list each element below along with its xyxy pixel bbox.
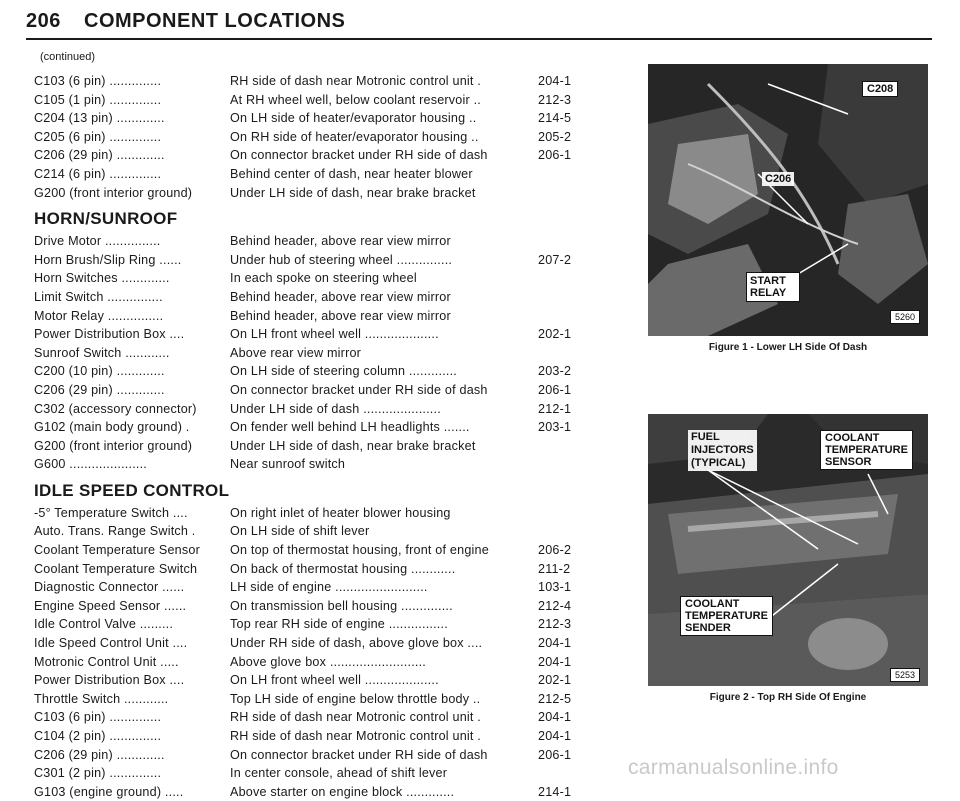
- component-location: In center console, ahead of shift lever: [230, 766, 448, 781]
- component-location: RH side of dash near Motronic control unit .: [230, 74, 481, 88]
- component-location: On top of thermostat housing, front of engine: [230, 543, 489, 558]
- component-ref: 214-1: [538, 784, 572, 799]
- component-ref: 202-1: [538, 327, 572, 342]
- component-name: Idle Control Valve .........: [34, 617, 174, 632]
- component-name: Sunroof Switch ............: [34, 345, 170, 360]
- component-location: On LH side of shift lever: [230, 524, 370, 539]
- component-name: Auto. Trans. Range Switch .: [34, 524, 196, 539]
- component-ref: 204-1: [538, 636, 572, 651]
- coolant-label-2: COOLANT: [685, 598, 740, 610]
- idle-speed-heading: IDLE SPEED CONTROL: [34, 480, 230, 500]
- component-ref: 203-1: [538, 420, 572, 435]
- component-name: C214 (6 pin) ..............: [34, 166, 162, 181]
- component-row: [34, 72, 594, 91]
- component-row: [34, 560, 594, 579]
- component-name: C205 (6 pin) ..............: [34, 129, 162, 144]
- component-location: On fender well behind LH headlights .......: [230, 420, 470, 435]
- component-ref: 212-3: [538, 617, 572, 632]
- component-row: [34, 344, 594, 363]
- component-name: Power Distribution Box ....: [34, 673, 185, 688]
- continued-label: (continued): [40, 51, 96, 63]
- component-location: Under LH side of dash, near brake bracket: [230, 438, 476, 453]
- component-name: C103 (6 pin) ..............: [34, 74, 162, 88]
- component-row: [34, 597, 594, 616]
- top-rows: [34, 72, 594, 202]
- component-name: C206 (29 pin) .............: [34, 382, 165, 397]
- component-location: On LH side of steering column .............: [230, 364, 457, 379]
- component-location: Above glove box ..........................: [230, 654, 426, 669]
- component-location: In each spoke on steering wheel: [230, 271, 417, 286]
- component-name: Diagnostic Connector ......: [34, 580, 185, 595]
- page-header: [26, 8, 932, 40]
- component-location: RH side of dash near Motronic control unit .: [230, 729, 481, 743]
- component-name: Limit Switch ...............: [34, 289, 163, 304]
- coolant-label-1: COOLANT: [825, 432, 880, 444]
- figure-1-photo: [648, 64, 928, 336]
- component-location: At RH wheel well, below coolant reservoir ..: [230, 92, 481, 107]
- c206-label: C206: [762, 172, 794, 186]
- component-name: Engine Speed Sensor ......: [34, 598, 187, 613]
- component-name: G102 (main body ground) .: [34, 420, 190, 435]
- component-name: C105 (1 pin) ..............: [34, 92, 162, 107]
- component-name: G103 (engine ground) .....: [34, 784, 184, 799]
- component-location: Under LH side of dash, near brake bracket: [230, 185, 476, 200]
- component-row: [34, 783, 594, 801]
- component-name: Coolant Temperature Sensor: [34, 543, 200, 558]
- component-location: RH side of dash near Motronic control unit .: [230, 710, 481, 725]
- component-ref: 207-2: [538, 252, 572, 267]
- component-location: On right inlet of heater blower housing: [230, 505, 451, 520]
- component-row: [34, 690, 594, 709]
- component-ref: 206-1: [538, 747, 572, 762]
- component-name: C206 (29 pin) .............: [34, 148, 165, 163]
- component-location: Top rear RH side of engine ................: [230, 617, 448, 632]
- component-row: [34, 251, 594, 270]
- component-location: On connector bracket under RH side of dash: [230, 382, 488, 397]
- component-row: [34, 288, 594, 307]
- c208-label: C208: [862, 81, 898, 97]
- component-row: [34, 578, 594, 597]
- component-name: Horn Switches .............: [34, 271, 170, 286]
- header-rule: [26, 38, 932, 40]
- component-row: [34, 109, 594, 128]
- component-name: G600 .....................: [34, 457, 147, 472]
- figure-2-caption: Figure 2 - Top RH Side Of Engine: [709, 692, 867, 703]
- component-location: On LH front wheel well ....................: [230, 327, 439, 342]
- temperature-label-2: TEMPERATURE: [685, 610, 768, 622]
- component-location: Top LH side of engine below throttle body ..: [230, 691, 481, 706]
- component-row: [34, 362, 594, 381]
- component-list: [34, 48, 594, 801]
- component-ref: 214-5: [538, 111, 572, 126]
- component-ref: 212-5: [538, 691, 572, 706]
- component-row: [34, 381, 594, 400]
- component-location: Under hub of steering wheel ...............: [230, 252, 453, 267]
- component-ref: 203-2: [538, 364, 572, 379]
- component-location: On transmission bell housing ..............: [230, 598, 453, 613]
- component-location: On connector bracket under RH side of dash: [230, 148, 488, 163]
- component-row: [34, 146, 594, 165]
- component-name: C206 (29 pin) .............: [34, 747, 165, 762]
- component-name: Drive Motor ...............: [34, 234, 161, 249]
- component-row: [34, 671, 594, 690]
- component-ref: 206-2: [538, 543, 572, 558]
- component-location: On back of thermostat housing ............: [230, 561, 456, 576]
- component-row: [34, 455, 594, 474]
- typical-label: (TYPICAL): [691, 457, 746, 469]
- component-name: Throttle Switch ............: [34, 691, 169, 706]
- sensor-label: SENSOR: [825, 456, 872, 468]
- component-ref: 204-1: [538, 654, 572, 669]
- component-ref: 211-2: [538, 561, 571, 576]
- component-name: Idle Speed Control Unit ....: [34, 636, 188, 651]
- page-title: COMPONENT LOCATIONS: [84, 10, 346, 32]
- component-row: [34, 232, 594, 251]
- component-row: [34, 165, 594, 184]
- figure-2-photo: [648, 414, 928, 686]
- component-row: [34, 541, 594, 560]
- component-row: [34, 615, 594, 634]
- component-name: C204 (13 pin) .............: [34, 111, 165, 126]
- start-label: START: [750, 275, 786, 287]
- component-name: Power Distribution Box ....: [34, 327, 185, 342]
- component-ref: 206-1: [538, 382, 572, 397]
- page-number: 206: [26, 10, 61, 32]
- component-ref: 212-4: [538, 598, 572, 613]
- component-name: G200 (front interior ground): [34, 185, 193, 200]
- horn-sunroof-heading: HORN/SUNROOF: [34, 209, 178, 229]
- component-name: C301 (2 pin) ..............: [34, 766, 162, 781]
- component-row: [34, 634, 594, 653]
- component-row: [34, 504, 594, 523]
- component-row: [34, 400, 594, 419]
- start-relay-label: [746, 272, 800, 302]
- component-location: Above starter on engine block .............: [230, 784, 455, 799]
- coolant-sensor-label: [820, 430, 913, 470]
- component-location: LH side of engine .........................: [230, 580, 428, 595]
- component-ref: 212-1: [538, 401, 572, 416]
- coolant-sender-label: [680, 596, 773, 636]
- fuel-label: FUEL: [691, 431, 720, 443]
- component-row: [34, 653, 594, 672]
- injectors-label: INJECTORS: [691, 444, 754, 456]
- component-ref: 204-1: [538, 729, 572, 743]
- fuel-injectors-label: [688, 430, 757, 471]
- component-name: C200 (10 pin) .............: [34, 364, 165, 379]
- component-name: C104 (2 pin) ..............: [34, 729, 162, 743]
- component-location: Behind header, above rear view mirror: [230, 234, 451, 249]
- figure-2-number: 5253: [890, 668, 920, 682]
- component-location: On LH front wheel well ....................: [230, 673, 439, 688]
- component-name: -5° Temperature Switch ....: [34, 505, 188, 520]
- component-name: G200 (front interior ground): [34, 438, 193, 453]
- horn-rows: [34, 232, 594, 474]
- figure-1-number: 5260: [890, 310, 920, 324]
- component-location: Under RH side of dash, above glove box ....: [230, 636, 483, 651]
- component-row: [34, 708, 594, 727]
- component-location: Near sunroof switch: [230, 457, 346, 472]
- component-ref: 206-1: [538, 148, 572, 163]
- component-location: Above rear view mirror: [230, 345, 362, 360]
- component-row: [34, 418, 594, 437]
- component-location: On RH side of heater/evaporator housing ..: [230, 129, 479, 144]
- component-name: C103 (6 pin) ..............: [34, 710, 162, 725]
- component-name: Horn Brush/Slip Ring ......: [34, 252, 182, 267]
- component-row: [34, 746, 594, 765]
- component-row: [34, 764, 594, 783]
- figure-1-caption: Figure 1 - Lower LH Side Of Dash: [708, 342, 868, 353]
- component-row: [34, 522, 594, 541]
- component-row: [34, 307, 594, 326]
- component-ref: 103-1: [538, 580, 572, 595]
- component-location: On LH side of heater/evaporator housing ..: [230, 111, 477, 126]
- watermark: carmanualsonline.info: [628, 756, 839, 779]
- sender-label: SENDER: [685, 622, 731, 634]
- idle-rows: [34, 504, 594, 801]
- component-name: Coolant Temperature Switch: [34, 561, 198, 576]
- component-ref: 212-3: [538, 92, 572, 107]
- component-ref: 204-1: [538, 74, 572, 88]
- relay-label: RELAY: [750, 287, 787, 299]
- component-location: On connector bracket under RH side of dash: [230, 747, 488, 762]
- component-row: [34, 184, 594, 203]
- component-row: [34, 269, 594, 288]
- component-location: Behind center of dash, near heater blower: [230, 166, 473, 181]
- component-location: Under LH side of dash .....................: [230, 401, 441, 416]
- component-ref: 202-1: [538, 673, 572, 688]
- component-name: Motor Relay ...............: [34, 308, 164, 323]
- component-row: [34, 325, 594, 344]
- component-name: C302 (accessory connector): [34, 401, 197, 416]
- component-location: Behind header, above rear view mirror: [230, 308, 451, 323]
- component-location: Behind header, above rear view mirror: [230, 289, 451, 304]
- temperature-label-1: TEMPERATURE: [825, 444, 908, 456]
- component-row: [34, 727, 594, 746]
- component-row: [34, 91, 594, 110]
- component-row: [34, 128, 594, 147]
- component-ref: 205-2: [538, 129, 572, 144]
- component-row: [34, 437, 594, 456]
- component-name: Motronic Control Unit .....: [34, 654, 179, 669]
- component-ref: 204-1: [538, 710, 572, 725]
